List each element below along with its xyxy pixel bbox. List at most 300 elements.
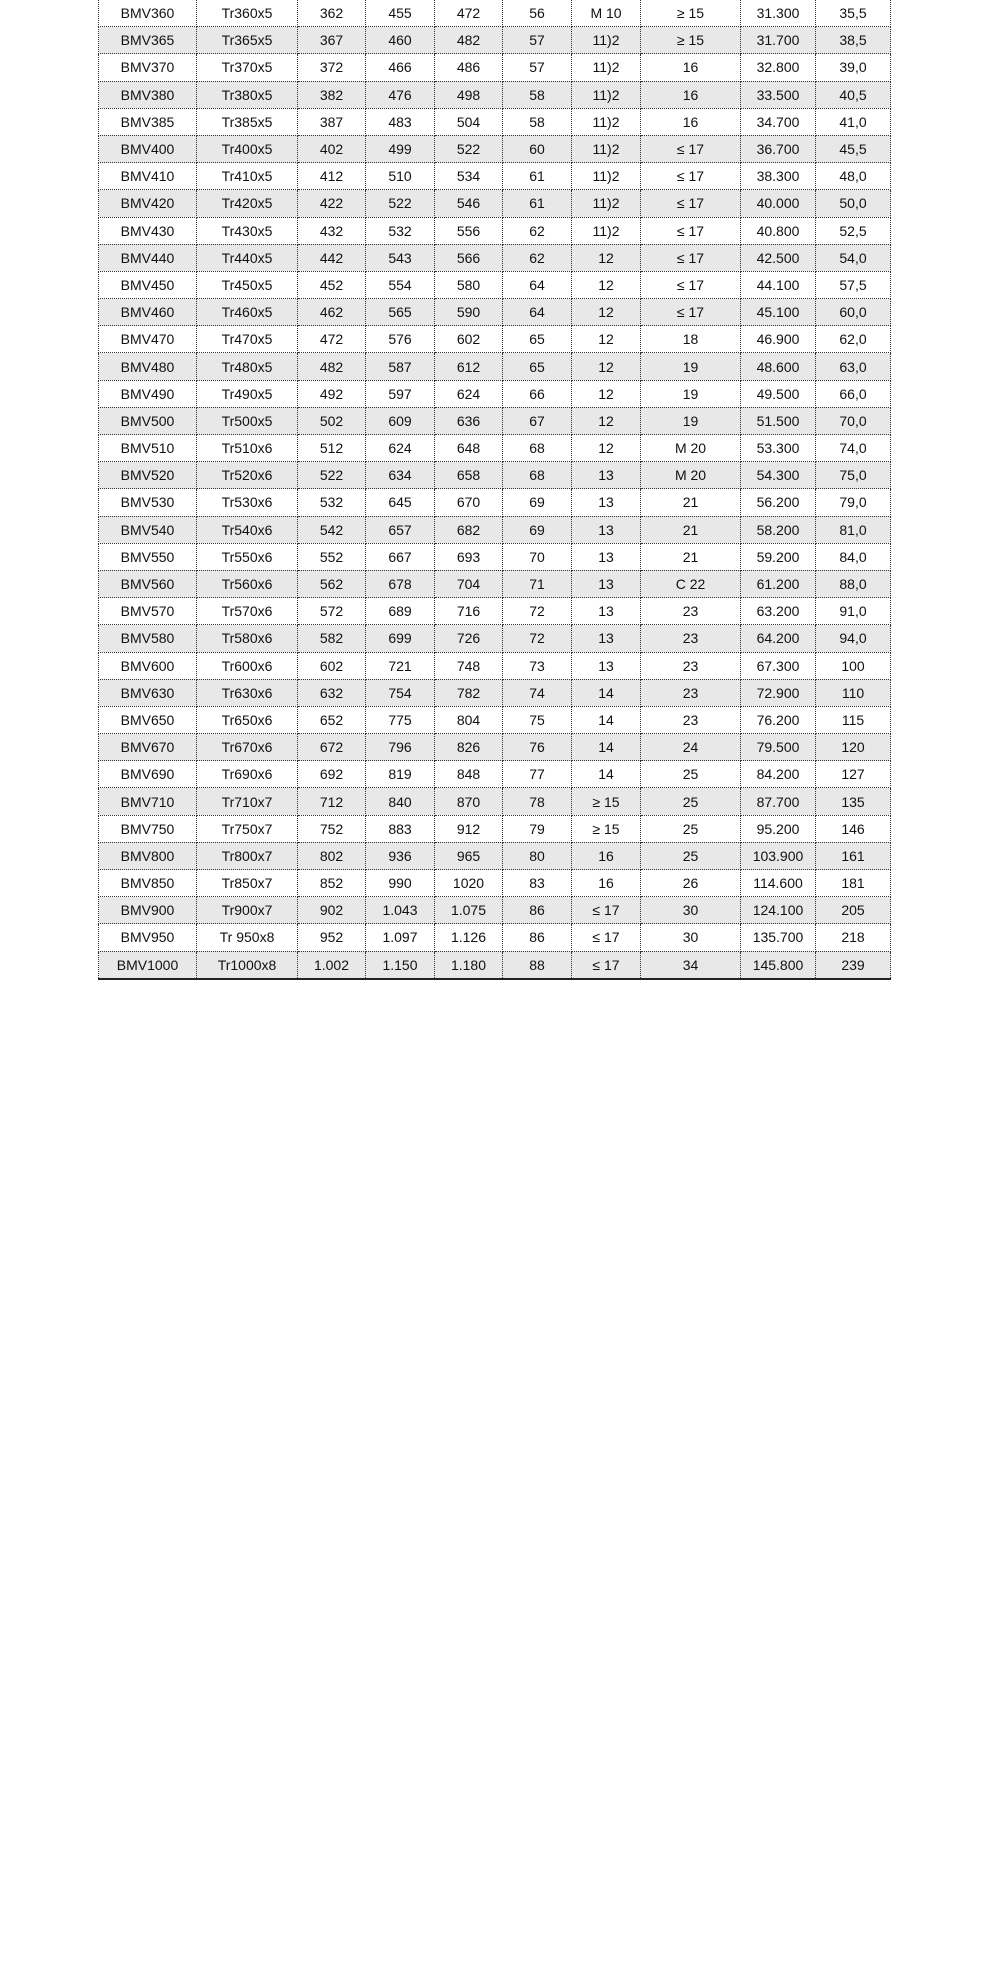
table-cell: 546 [435,190,503,217]
table-cell: 682 [435,516,503,543]
table-cell: 74,0 [816,435,891,462]
table-cell: 110 [816,679,891,706]
table-cell: 13 [572,516,641,543]
table-cell: 19 [641,353,741,380]
table-cell: 556 [435,217,503,244]
table-row [99,299,891,326]
table-cell: 161 [816,842,891,869]
table-cell: 59.200 [741,543,816,570]
table-cell: Tr600x6 [197,652,298,679]
table-cell: 60,0 [816,299,891,326]
table-cell: 522 [435,135,503,162]
table-cell: 382 [298,81,366,108]
table-cell: 124.100 [741,897,816,924]
table-cell: 852 [298,870,366,897]
table-cell: 146 [816,815,891,842]
table-row [99,706,891,733]
table-cell: 64.200 [741,625,816,652]
table-cell: 23 [641,706,741,733]
table-cell: 64 [503,271,572,298]
table-cell: 95.200 [741,815,816,842]
table-cell: 522 [366,190,435,217]
table-cell: 13 [572,598,641,625]
spec-table [98,0,891,980]
table-cell: 61 [503,190,572,217]
table-cell: 30 [641,924,741,951]
table-cell: Tr1000x8 [197,951,298,979]
table-cell: 62 [503,217,572,244]
table-cell: 45,5 [816,135,891,162]
table-row [99,652,891,679]
table-cell: 990 [366,870,435,897]
table-cell: 667 [366,543,435,570]
table-cell: 486 [435,54,503,81]
table-cell: 565 [366,299,435,326]
table-cell: 25 [641,761,741,788]
table-cell: 76 [503,734,572,761]
table-cell: 796 [366,734,435,761]
table-cell: 367 [298,27,366,54]
table-cell: ≥ 15 [641,0,741,27]
table-cell: 14 [572,679,641,706]
table-cell: BMV950 [99,924,197,951]
table-cell: 25 [641,815,741,842]
table-cell: 80 [503,842,572,869]
table-cell: BMV600 [99,652,197,679]
table-cell: 412 [298,163,366,190]
table-cell: 1.043 [366,897,435,924]
table-cell: 602 [298,652,366,679]
table-cell: 70,0 [816,407,891,434]
table-cell: 67 [503,407,572,434]
table-cell: 476 [366,81,435,108]
table-row [99,135,891,162]
table-cell: 88 [503,951,572,979]
table-cell: 502 [298,407,366,434]
table-cell: 498 [435,81,503,108]
table-cell: 636 [435,407,503,434]
table-cell: 79,0 [816,489,891,516]
table-cell: 57 [503,54,572,81]
table-cell: 693 [435,543,503,570]
table-cell: 13 [572,462,641,489]
table-cell: 612 [435,353,503,380]
table-cell: Tr450x5 [197,271,298,298]
table-cell: 84.200 [741,761,816,788]
table-cell: 11)2 [572,190,641,217]
table-cell: BMV510 [99,435,197,462]
table-cell: 455 [366,0,435,27]
table-row [99,108,891,135]
table-cell: BMV430 [99,217,197,244]
table-cell: BMV1000 [99,951,197,979]
table-cell: 699 [366,625,435,652]
table-cell: 402 [298,135,366,162]
table-cell: 40.800 [741,217,816,244]
table-row [99,897,891,924]
table-cell: BMV385 [99,108,197,135]
table-cell: 205 [816,897,891,924]
table-cell: Tr650x6 [197,706,298,733]
table-row [99,951,891,979]
table-cell: 57,5 [816,271,891,298]
table-cell: BMV540 [99,516,197,543]
table-row [99,271,891,298]
table-cell: 542 [298,516,366,543]
table-cell: 48.600 [741,353,816,380]
table-cell: Tr540x6 [197,516,298,543]
table-cell: 62,0 [816,326,891,353]
table-row [99,435,891,462]
table-cell: 504 [435,108,503,135]
table-cell: 71 [503,570,572,597]
table-cell: 554 [366,271,435,298]
table-cell: Tr530x6 [197,489,298,516]
table-cell: 748 [435,652,503,679]
table-cell: 25 [641,788,741,815]
table-cell: 1.097 [366,924,435,951]
table-cell: 68 [503,435,572,462]
table-cell: 61.200 [741,570,816,597]
table-cell: 512 [298,435,366,462]
table-cell: 11)2 [572,108,641,135]
table-cell: 12 [572,244,641,271]
table-cell: 726 [435,625,503,652]
table-cell: BMV800 [99,842,197,869]
table-cell: 580 [435,271,503,298]
table-cell: 70 [503,543,572,570]
table-cell: 678 [366,570,435,597]
table-cell: 952 [298,924,366,951]
table-cell: 94,0 [816,625,891,652]
table-cell: Tr550x6 [197,543,298,570]
table-cell: M 20 [641,435,741,462]
table-cell: 135 [816,788,891,815]
table-row [99,761,891,788]
table-cell: 35,5 [816,0,891,27]
table-cell: 442 [298,244,366,271]
table-cell: 826 [435,734,503,761]
table-cell: 23 [641,625,741,652]
table-cell: 609 [366,407,435,434]
table-cell: 752 [298,815,366,842]
table-cell: 87.700 [741,788,816,815]
table-cell: ≤ 17 [641,190,741,217]
table-row [99,353,891,380]
table-cell: 12 [572,299,641,326]
table-cell: BMV400 [99,135,197,162]
table-cell: ≤ 17 [641,271,741,298]
table-cell: 84,0 [816,543,891,570]
table-cell: BMV365 [99,27,197,54]
table-cell: Tr750x7 [197,815,298,842]
table-cell: 34 [641,951,741,979]
table-cell: BMV560 [99,570,197,597]
table-cell: 63.200 [741,598,816,625]
table-cell: 16 [641,108,741,135]
table-cell: Tr460x5 [197,299,298,326]
table-cell: BMV530 [99,489,197,516]
table-row [99,27,891,54]
table-cell: 848 [435,761,503,788]
table-cell: 58 [503,81,572,108]
table-row [99,326,891,353]
table-cell: 49.500 [741,380,816,407]
table-cell: Tr400x5 [197,135,298,162]
table-row [99,870,891,897]
table-cell: Tr580x6 [197,625,298,652]
table-cell: 532 [366,217,435,244]
table-cell: BMV670 [99,734,197,761]
table-cell: ≤ 17 [641,135,741,162]
table-cell: 64 [503,299,572,326]
table-cell: 775 [366,706,435,733]
table-cell: BMV650 [99,706,197,733]
table-cell: 78 [503,788,572,815]
table-cell: 704 [435,570,503,597]
table-row [99,570,891,597]
table-cell: 50,0 [816,190,891,217]
table-cell: BMV520 [99,462,197,489]
table-cell: Tr560x6 [197,570,298,597]
table-cell: 482 [298,353,366,380]
table-cell: BMV850 [99,870,197,897]
table-cell: 634 [366,462,435,489]
table-cell: 452 [298,271,366,298]
table-cell: Tr710x7 [197,788,298,815]
table-cell: ≥ 15 [572,788,641,815]
table-cell: BMV480 [99,353,197,380]
table-cell: 54,0 [816,244,891,271]
table-cell: Tr385x5 [197,108,298,135]
table-row [99,516,891,543]
table-cell: 522 [298,462,366,489]
table-cell: 45.100 [741,299,816,326]
table-cell: 39,0 [816,54,891,81]
table-cell: 672 [298,734,366,761]
table-cell: 135.700 [741,924,816,951]
table-cell: 21 [641,516,741,543]
table-cell: 16 [641,81,741,108]
table-cell: Tr900x7 [197,897,298,924]
table-cell: 12 [572,407,641,434]
table-cell: 13 [572,543,641,570]
table-cell: Tr570x6 [197,598,298,625]
table-cell: Tr420x5 [197,190,298,217]
table-cell: Tr500x5 [197,407,298,434]
table-cell: Tr490x5 [197,380,298,407]
table-cell: 65 [503,326,572,353]
table-cell: 12 [572,353,641,380]
table-row [99,0,891,27]
table-cell: Tr380x5 [197,81,298,108]
table-cell: 51.500 [741,407,816,434]
table-cell: 16 [641,54,741,81]
table-cell: 12 [572,326,641,353]
table-cell: Tr360x5 [197,0,298,27]
table-cell: 472 [298,326,366,353]
table-row [99,815,891,842]
table-cell: 21 [641,543,741,570]
table-cell: 40.000 [741,190,816,217]
table-row [99,489,891,516]
table-cell: 11)2 [572,54,641,81]
table-cell: 23 [641,652,741,679]
table-cell: 66 [503,380,572,407]
table-row [99,924,891,951]
table-cell: 38.300 [741,163,816,190]
table-cell: 31.700 [741,27,816,54]
table-cell: ≤ 17 [572,924,641,951]
table-cell: 582 [298,625,366,652]
table-cell: ≥ 15 [641,27,741,54]
table-row [99,462,891,489]
table-cell: 58 [503,108,572,135]
table-cell: BMV630 [99,679,197,706]
table-cell: 543 [366,244,435,271]
table-cell: 362 [298,0,366,27]
table-cell: 466 [366,54,435,81]
table-cell: 912 [435,815,503,842]
table-cell: 100 [816,652,891,679]
table-cell: Tr430x5 [197,217,298,244]
table-cell: Tr 950x8 [197,924,298,951]
table-cell: 14 [572,734,641,761]
table-cell: 103.900 [741,842,816,869]
table-cell: Tr480x5 [197,353,298,380]
table-cell: 34.700 [741,108,816,135]
table-cell: BMV420 [99,190,197,217]
table-cell: ≤ 17 [572,897,641,924]
table-cell: BMV750 [99,815,197,842]
table-cell: 870 [435,788,503,815]
table-cell: 1.075 [435,897,503,924]
table-cell: 1020 [435,870,503,897]
table-cell: 33.500 [741,81,816,108]
table-cell: 218 [816,924,891,951]
table-cell: 23 [641,598,741,625]
table-cell: 58.200 [741,516,816,543]
table-cell: 11)2 [572,81,641,108]
table-cell: ≤ 17 [641,217,741,244]
table-cell: 1.180 [435,951,503,979]
table-cell: 61 [503,163,572,190]
table-cell: 81,0 [816,516,891,543]
table-cell: 30 [641,897,741,924]
table-cell: Tr510x6 [197,435,298,462]
table-cell: 12 [572,435,641,462]
table-cell: ≤ 17 [641,163,741,190]
table-row [99,54,891,81]
table-cell: Tr370x5 [197,54,298,81]
table-cell: 883 [366,815,435,842]
table-cell: 1.150 [366,951,435,979]
table-cell: Tr690x6 [197,761,298,788]
table-cell: 21 [641,489,741,516]
table-row [99,244,891,271]
table-cell: BMV410 [99,163,197,190]
table-cell: 597 [366,380,435,407]
table-cell: 75,0 [816,462,891,489]
table-cell: 239 [816,951,891,979]
table-cell: 712 [298,788,366,815]
table-cell: 902 [298,897,366,924]
table-cell: 16 [572,870,641,897]
table-cell: BMV580 [99,625,197,652]
table-cell: 566 [435,244,503,271]
table-cell: 499 [366,135,435,162]
table-cell: 819 [366,761,435,788]
table-cell: 120 [816,734,891,761]
table-row [99,217,891,244]
table-cell: Tr440x5 [197,244,298,271]
table-cell: 54.300 [741,462,816,489]
table-cell: 754 [366,679,435,706]
table-cell: 562 [298,570,366,597]
table-cell: 965 [435,842,503,869]
table-cell: 552 [298,543,366,570]
table-cell: 572 [298,598,366,625]
table-cell: 68 [503,462,572,489]
table-cell: 24 [641,734,741,761]
table-cell: BMV570 [99,598,197,625]
table-cell: 422 [298,190,366,217]
table-cell: 79 [503,815,572,842]
table-cell: 936 [366,842,435,869]
table-cell: 460 [366,27,435,54]
table-cell: 79.500 [741,734,816,761]
table-cell: 372 [298,54,366,81]
table-cell: 18 [641,326,741,353]
table-cell: Tr630x6 [197,679,298,706]
table-cell: Tr520x6 [197,462,298,489]
table-cell: 32.800 [741,54,816,81]
table-cell: ≤ 17 [641,244,741,271]
table-cell: M 10 [572,0,641,27]
table-cell: 11)2 [572,163,641,190]
table-cell: 13 [572,625,641,652]
table-cell: 590 [435,299,503,326]
table-cell: 57 [503,27,572,54]
table-cell: 19 [641,407,741,434]
table-cell: 127 [816,761,891,788]
table-cell: 88,0 [816,570,891,597]
table-cell: Tr410x5 [197,163,298,190]
table-cell: 670 [435,489,503,516]
table-cell: 782 [435,679,503,706]
table-cell: 1.002 [298,951,366,979]
table-cell: 648 [435,435,503,462]
table-cell: C 22 [641,570,741,597]
table-cell: 689 [366,598,435,625]
table-cell: 72 [503,598,572,625]
table-cell: BMV550 [99,543,197,570]
table-cell: BMV900 [99,897,197,924]
table-cell: 23 [641,679,741,706]
table-cell: 56 [503,0,572,27]
table-cell: Tr850x7 [197,870,298,897]
table-cell: 42.500 [741,244,816,271]
table-row [99,81,891,108]
table-cell: 86 [503,924,572,951]
table-cell: 114.600 [741,870,816,897]
table-cell: 63,0 [816,353,891,380]
table-cell: 16 [572,842,641,869]
table-cell: 53.300 [741,435,816,462]
table-cell: BMV360 [99,0,197,27]
table-cell: 11)2 [572,135,641,162]
table-cell: 652 [298,706,366,733]
